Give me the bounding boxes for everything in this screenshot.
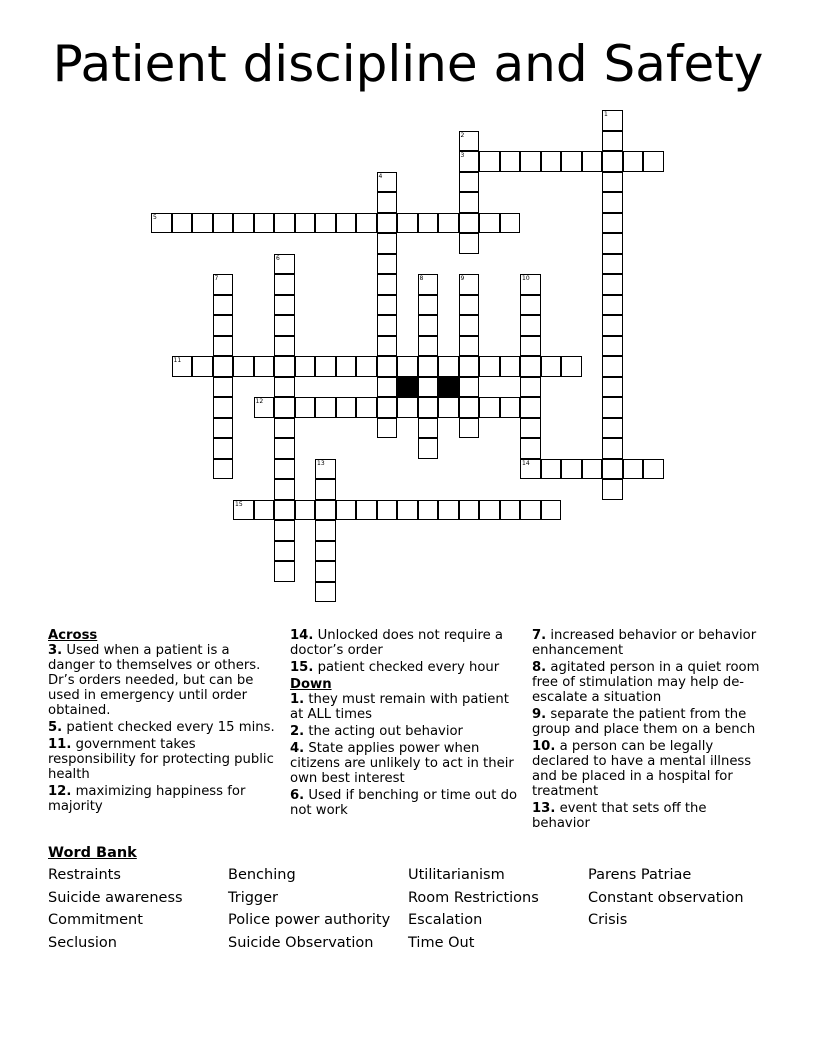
clue-down-7: 7. increased behavior or behavior enhancement: [532, 628, 757, 658]
grid-cell[interactable]: [602, 397, 623, 418]
grid-cell[interactable]: [192, 213, 213, 234]
grid-cell[interactable]: [172, 356, 193, 377]
clue-down-4: 4. State applies power when citizens are unlikely to act in their own best interest: [290, 741, 514, 786]
grid-cell[interactable]: [397, 397, 418, 418]
grid-cell[interactable]: [459, 397, 480, 418]
grid-cell[interactable]: [643, 151, 664, 172]
grid-cell[interactable]: [397, 213, 418, 234]
word-bank-item: Seclusion: [48, 934, 117, 951]
cell-number: 3: [460, 152, 465, 159]
grid-cell[interactable]: [541, 151, 562, 172]
grid-cell[interactable]: [418, 295, 439, 316]
grid-cell[interactable]: [377, 233, 398, 254]
word-bank-item: Utilitarianism: [408, 867, 505, 883]
grid-cell[interactable]: [377, 377, 398, 398]
grid-cell[interactable]: [274, 520, 295, 541]
grid-cell[interactable]: [172, 213, 193, 234]
grid-cell[interactable]: [561, 151, 582, 172]
grid-cell[interactable]: [315, 397, 336, 418]
word-bank-item: Parens Patriae: [588, 867, 692, 883]
grid-cell[interactable]: [520, 397, 541, 418]
clue-across-14: 14. Unlocked does not require a doctor’s order: [290, 628, 503, 658]
grid-cell[interactable]: [377, 336, 398, 357]
grid-cell[interactable]: [438, 213, 459, 234]
word-bank-item: Commitment: [48, 912, 143, 929]
grid-cell[interactable]: [602, 459, 623, 480]
grid-cell[interactable]: [377, 295, 398, 316]
grid-cell[interactable]: [315, 520, 336, 541]
grid-cell[interactable]: [274, 397, 295, 418]
cell-number: 5: [153, 213, 157, 221]
grid-cell[interactable]: [192, 356, 213, 377]
word-bank-title: Word Bank: [48, 845, 137, 861]
grid-cell[interactable]: [274, 418, 295, 439]
word-bank-item: Constant observation: [588, 889, 744, 906]
word-bank-item: Benching: [228, 867, 296, 883]
word-bank-item: Crisis: [588, 912, 628, 929]
clues-column-3: [532, 628, 768, 833]
grid-cell[interactable]: [274, 561, 295, 582]
grid-cell[interactable]: [356, 500, 377, 521]
clue-down-9: 9. separate the patient from the group and place them on a bench: [532, 707, 756, 737]
grid-cell[interactable]: [541, 459, 562, 480]
grid-cell[interactable]: [418, 377, 439, 398]
cell-number: 10: [522, 275, 530, 282]
grid-cell[interactable]: [500, 213, 521, 234]
grid-cell[interactable]: [418, 315, 439, 336]
grid-cell[interactable]: [479, 356, 500, 377]
grid-cell[interactable]: [438, 500, 459, 521]
grid-cell[interactable]: [151, 213, 172, 234]
grid-cell[interactable]: [295, 500, 316, 521]
grid-cell[interactable]: [520, 315, 541, 336]
grid-cell[interactable]: [274, 459, 295, 480]
grid-cell[interactable]: [459, 418, 480, 439]
grid-cell[interactable]: [213, 274, 234, 295]
grid-cell[interactable]: [602, 336, 623, 357]
grid-cell[interactable]: [602, 172, 623, 193]
grid-cell[interactable]: [397, 356, 418, 377]
grid-cell[interactable]: [315, 356, 336, 377]
clue-down-10: 10. a person can be legally declared to have a mental illness and be placed in a hospital for treatment: [532, 739, 752, 799]
grid-cell[interactable]: [274, 438, 295, 459]
grid-cell[interactable]: [582, 151, 603, 172]
grid-cell[interactable]: [459, 213, 480, 234]
grid-cell[interactable]: [520, 274, 541, 295]
grid-cell[interactable]: [274, 213, 295, 234]
grid-cell[interactable]: [213, 356, 234, 377]
cell-number: 9: [460, 275, 465, 282]
grid-cell[interactable]: [520, 336, 541, 357]
grid-cell[interactable]: [623, 459, 644, 480]
grid-cell[interactable]: [356, 397, 377, 418]
grid-cell[interactable]: [418, 438, 439, 459]
grid-cell[interactable]: [213, 459, 234, 480]
grid-cell[interactable]: [397, 500, 418, 521]
grid-cell[interactable]: [561, 459, 582, 480]
grid-cell[interactable]: [602, 192, 623, 213]
grid-cell[interactable]: [459, 192, 480, 213]
grid-cell[interactable]: [459, 131, 480, 152]
grid-cell[interactable]: [233, 213, 254, 234]
clues-column-2: [290, 628, 524, 820]
grid-cell[interactable]: [274, 377, 295, 398]
grid-cell[interactable]: [602, 110, 623, 131]
grid-cell[interactable]: [336, 213, 357, 234]
cell-number: 6: [276, 254, 280, 262]
grid-cell[interactable]: [356, 356, 377, 377]
grid-cell[interactable]: [602, 151, 623, 172]
grid-cell[interactable]: [274, 479, 295, 500]
grid-cell[interactable]: [377, 192, 398, 213]
grid-cell[interactable]: [315, 459, 336, 480]
clue-down-6: 6. Used if benching or time out do not work: [290, 788, 518, 818]
grid-cell[interactable]: [377, 500, 398, 521]
grid-cell[interactable]: [500, 356, 521, 377]
clue-across-12: 12. maximizing happiness for majority: [48, 784, 246, 814]
clue-down-2: 2. the acting out behavior: [290, 724, 463, 739]
clue-across-15: 15. patient checked every hour: [290, 660, 500, 675]
grid-cell[interactable]: [213, 315, 234, 336]
grid-cell[interactable]: [213, 438, 234, 459]
grid-cell[interactable]: [602, 254, 623, 275]
grid-cell[interactable]: [213, 418, 234, 439]
grid-cell[interactable]: [254, 397, 275, 418]
clue-down-8: 8. agitated person in a quiet room free of stimulation may help de-escalate a situation: [532, 660, 760, 705]
grid-cell[interactable]: [295, 356, 316, 377]
across-heading: Across: [48, 628, 98, 643]
grid-cell[interactable]: [479, 213, 500, 234]
grid-cell[interactable]: [459, 500, 480, 521]
grid-cell[interactable]: [233, 500, 254, 521]
grid-cell[interactable]: [541, 356, 562, 377]
grid-cell[interactable]: [377, 418, 398, 439]
grid-cell[interactable]: [602, 213, 623, 234]
grid-cell[interactable]: [418, 274, 439, 295]
grid-cell[interactable]: [377, 315, 398, 336]
grid-cell[interactable]: [377, 213, 398, 234]
cell-number: 15: [235, 500, 243, 508]
grid-cell[interactable]: [520, 418, 541, 439]
grid-cell[interactable]: [274, 541, 295, 562]
grid-cell[interactable]: [459, 315, 480, 336]
grid-cell[interactable]: [254, 356, 275, 377]
grid-cell[interactable]: [274, 500, 295, 521]
grid-cell[interactable]: [438, 356, 459, 377]
word-bank-item: Room Restrictions: [408, 889, 539, 906]
grid-cell[interactable]: [315, 541, 336, 562]
grid-cell[interactable]: [315, 582, 336, 603]
grid-cell[interactable]: [418, 397, 439, 418]
grid-cell[interactable]: [459, 356, 480, 377]
word-bank: [48, 866, 768, 953]
clue-across-11: 11. government takes responsibility for protecting public health: [48, 737, 274, 782]
grid-cell[interactable]: [315, 213, 336, 234]
grid-cell[interactable]: [520, 295, 541, 316]
clues-column-1: [48, 628, 280, 816]
grid-cell[interactable]: [459, 274, 480, 295]
down-heading: Down: [290, 677, 332, 692]
grid-cell[interactable]: [295, 213, 316, 234]
grid-cell[interactable]: [582, 459, 603, 480]
grid-cell[interactable]: [377, 397, 398, 418]
grid-cell[interactable]: [315, 500, 336, 521]
grid-cell[interactable]: [561, 356, 582, 377]
grid-cell[interactable]: [274, 356, 295, 377]
grid-cell[interactable]: [418, 500, 439, 521]
grid-cell[interactable]: [602, 233, 623, 254]
cell-number: 7: [214, 275, 219, 282]
grid-cell[interactable]: [602, 418, 623, 439]
word-bank-item: Trigger: [228, 889, 279, 906]
clue-across-3: 3. Used when a patient is a danger to themselves or others. Dr’s orders needed, but can be used in emergency until order obtained.: [48, 643, 261, 718]
grid-cell[interactable]: [520, 500, 541, 521]
grid-cell[interactable]: [274, 336, 295, 357]
grid-cell[interactable]: [418, 418, 439, 439]
grid-cell[interactable]: [336, 356, 357, 377]
cell-number: 14: [522, 459, 530, 467]
word-bank-item: Suicide Observation: [228, 934, 374, 951]
grid-cell[interactable]: [479, 151, 500, 172]
cell-number: 11: [173, 357, 182, 364]
grid-cell[interactable]: [254, 500, 275, 521]
grid-cell[interactable]: [459, 377, 480, 398]
clue-down-13: 13. event that sets off the behavior: [532, 801, 707, 831]
grid-cell[interactable]: [274, 254, 295, 275]
grid-cell[interactable]: [336, 397, 357, 418]
grid-cell[interactable]: [500, 500, 521, 521]
grid-cell[interactable]: [315, 479, 336, 500]
grid-cell[interactable]: [295, 397, 316, 418]
cell-number: 13: [317, 459, 325, 467]
cell-number: 1: [604, 111, 608, 118]
grid-cell[interactable]: [500, 397, 521, 418]
grid-cell[interactable]: [479, 397, 500, 418]
grid-cell[interactable]: [213, 213, 234, 234]
grid-cell[interactable]: [500, 151, 521, 172]
grid-cell[interactable]: [418, 336, 439, 357]
grid-cell[interactable]: [356, 213, 377, 234]
grid-cell[interactable]: [541, 500, 562, 521]
grid-cell[interactable]: [213, 377, 234, 398]
grid-cell[interactable]: [602, 315, 623, 336]
grid-cell[interactable]: [520, 377, 541, 398]
grid-cell[interactable]: [213, 295, 234, 316]
clue-down-1: 1. they must remain with patient at ALL times: [290, 692, 509, 722]
grid-cell[interactable]: [479, 500, 500, 521]
grid-cell[interactable]: [459, 336, 480, 357]
grid-cell[interactable]: [336, 500, 357, 521]
cell-number: 2: [460, 131, 465, 139]
grid-cell[interactable]: [602, 377, 623, 398]
word-bank-item: Time Out: [408, 934, 475, 951]
grid-cell[interactable]: [602, 274, 623, 295]
grid-cell[interactable]: [254, 213, 275, 234]
grid-cell[interactable]: [418, 356, 439, 377]
grid-cell[interactable]: [438, 397, 459, 418]
grid-cell[interactable]: [602, 295, 623, 316]
clue-across-5: 5. patient checked every 15 mins.: [48, 720, 275, 735]
word-bank-item: Restraints: [48, 867, 121, 883]
grid-cell[interactable]: [520, 151, 541, 172]
grid-cell[interactable]: [643, 459, 664, 480]
grid-cell[interactable]: [213, 397, 234, 418]
grid-cell[interactable]: [274, 315, 295, 336]
black-square: [397, 377, 418, 398]
grid-cell[interactable]: [315, 561, 336, 582]
cell-number: 4: [378, 172, 383, 180]
black-square: [438, 377, 459, 398]
grid-cell[interactable]: [274, 274, 295, 295]
word-bank-item: Escalation: [408, 912, 483, 929]
grid-cell[interactable]: [602, 438, 623, 459]
grid-cell[interactable]: [233, 356, 254, 377]
grid-cell[interactable]: [520, 438, 541, 459]
grid-cell[interactable]: [602, 479, 623, 500]
grid-cell[interactable]: [459, 172, 480, 193]
grid-cell[interactable]: [602, 356, 623, 377]
grid-cell[interactable]: [520, 459, 541, 480]
puzzle-title: Patient discipline and Safety: [52, 35, 764, 93]
grid-cell[interactable]: [459, 233, 480, 254]
grid-cell[interactable]: [623, 151, 644, 172]
grid-cell[interactable]: [377, 356, 398, 377]
word-bank-item: Suicide awareness: [48, 889, 183, 906]
grid-cell[interactable]: [418, 213, 439, 234]
grid-cell[interactable]: [520, 356, 541, 377]
grid-cell[interactable]: [274, 295, 295, 316]
grid-cell[interactable]: [459, 151, 480, 172]
grid-cell[interactable]: [213, 336, 234, 357]
grid-cell[interactable]: [602, 131, 623, 152]
grid-cell[interactable]: [459, 295, 480, 316]
grid-cell[interactable]: [377, 172, 398, 193]
cell-number: 12: [255, 398, 264, 405]
word-bank-item: Police power authority: [228, 912, 391, 929]
grid-cell[interactable]: [377, 254, 398, 275]
grid-cell[interactable]: [377, 274, 398, 295]
cell-number: 8: [419, 275, 424, 282]
